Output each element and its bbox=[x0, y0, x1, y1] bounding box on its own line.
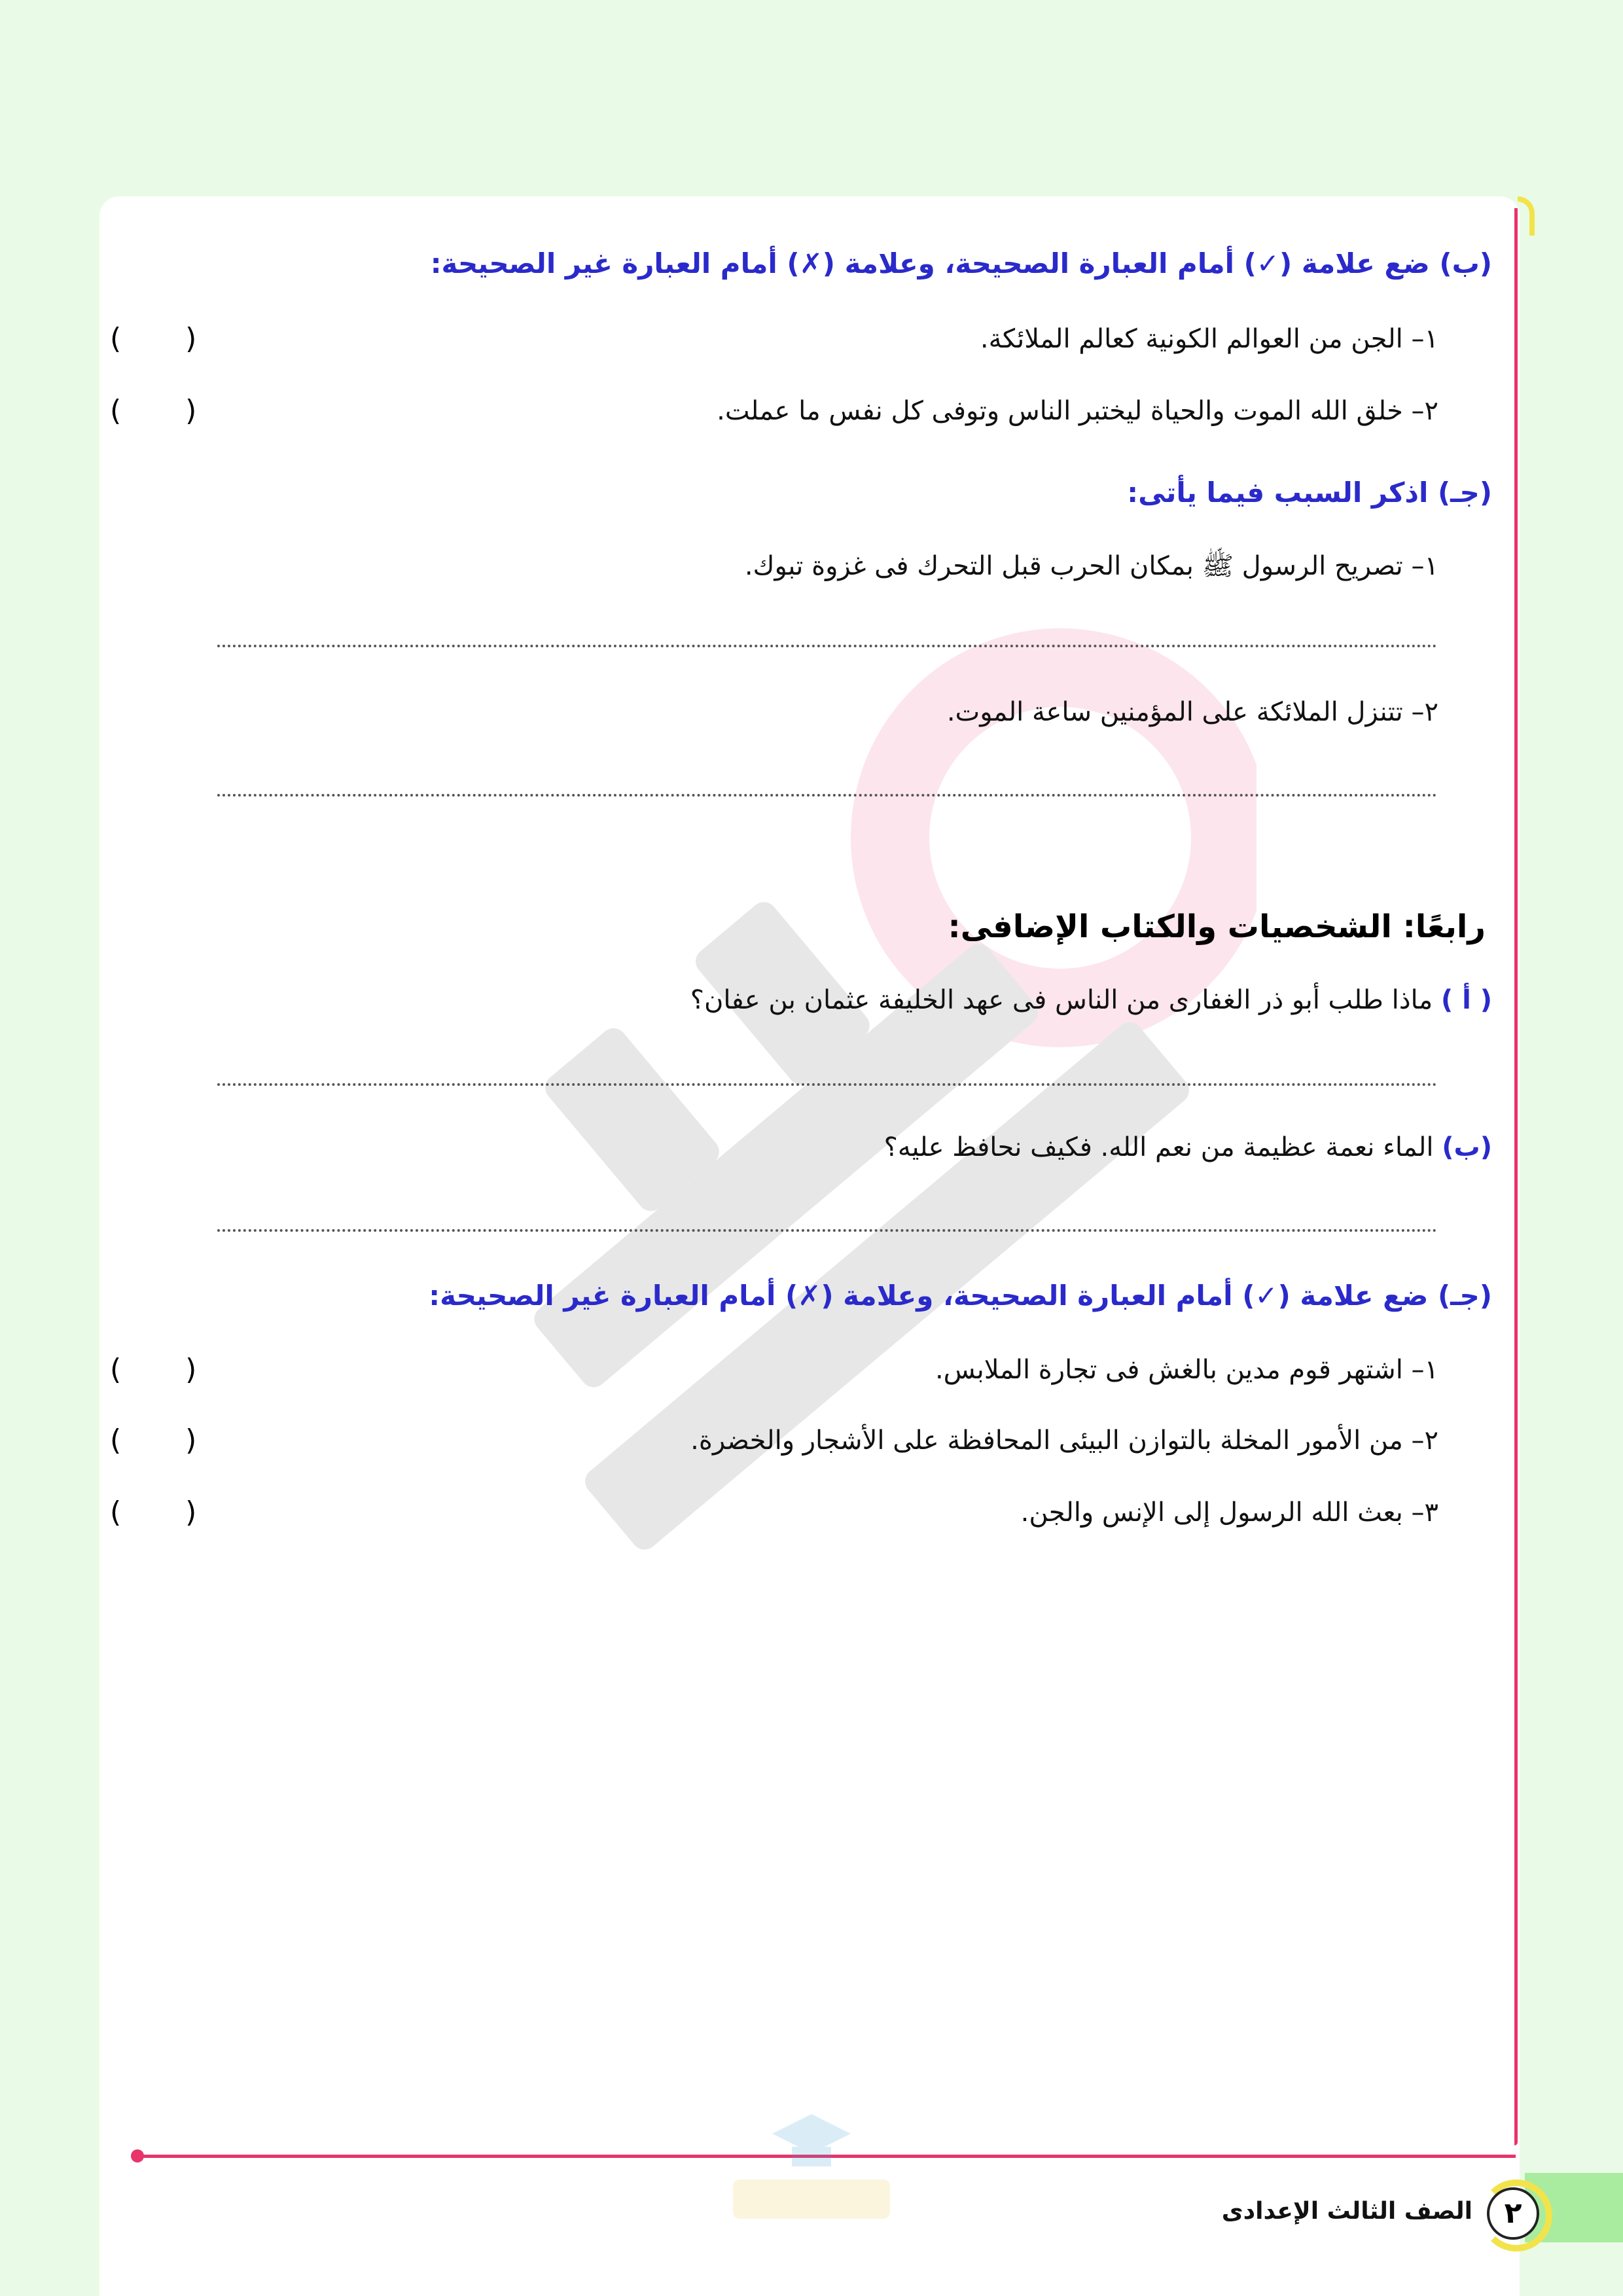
question-a-label: ( أ ) bbox=[1440, 985, 1492, 1015]
question-a bbox=[690, 985, 1492, 1015]
statement-2-3: ٣– بعث الله الرسول إلى الإنس والجن. bbox=[1020, 1498, 1438, 1528]
corner-accent bbox=[1518, 196, 1535, 236]
answer-box-1-1[interactable]: ( ) bbox=[110, 322, 197, 355]
answer-line[interactable] bbox=[217, 1229, 1437, 1232]
question-b bbox=[884, 1132, 1492, 1162]
answer-box-2-3[interactable]: ( ) bbox=[110, 1496, 197, 1529]
reason-item-1: ١– تصريح الرسول ﷺ بمكان الحرب قبل التحرك فى غزوة تبوك. bbox=[744, 551, 1438, 581]
reason-item-2: ٢– تتنزل الملائكة على المؤمنين ساعة الموت. bbox=[946, 697, 1438, 727]
answer-line[interactable] bbox=[217, 1083, 1437, 1086]
answer-box-1-2[interactable]: ( ) bbox=[110, 394, 197, 427]
reason-heading: (جـ) اذكر السبب فيما يأتى: bbox=[1127, 476, 1492, 509]
answer-line[interactable] bbox=[217, 794, 1437, 797]
bottom-rule bbox=[137, 2155, 1516, 2158]
grade-label: الصف الثالث الإعدادى bbox=[1221, 2198, 1472, 2225]
statement-2-1: ١– اشتهر قوم مدين بالغش فى تجارة الملابس. bbox=[935, 1355, 1438, 1385]
question-b-text: الماء نعمة عظيمة من نعم الله. فكيف نحافظ عليه؟ bbox=[883, 1132, 1434, 1162]
question-a-text: ماذا طلب أبو ذر الغفارى من الناس فى عهد الخليفة عثمان بن عفان؟ bbox=[690, 985, 1433, 1015]
worksheet-page bbox=[99, 196, 1520, 2296]
answer-box-2-1[interactable]: ( ) bbox=[110, 1353, 197, 1386]
statement-1-1: ١– الجن من العوالم الكونية كعالم الملائكة. bbox=[980, 324, 1438, 354]
page-number: ٢ bbox=[1487, 2187, 1539, 2240]
answer-box-2-2[interactable]: ( ) bbox=[110, 1424, 197, 1457]
question-b-label: (ب) bbox=[1442, 1132, 1492, 1162]
answer-line[interactable] bbox=[217, 645, 1437, 647]
true-false-heading-2: (جـ) ضع علامة (✓) أمام العبارة الصحيحة، وعلامة (✗) أمام العبارة غير الصحيحة: bbox=[429, 1280, 1492, 1312]
statement-2-2: ٢– من الأمور المخلة بالتوازن البيئى المحافظة على الأشجار والخضرة. bbox=[690, 1426, 1438, 1456]
right-margin-rule bbox=[1514, 208, 1518, 2145]
true-false-heading-1: (ب) ضع علامة (✓) أمام العبارة الصحيحة، وعلامة (✗) أمام العبارة غير الصحيحة: bbox=[430, 247, 1492, 279]
section-title-characters: رابعًا: الشخصيات والكتاب الإضافى: bbox=[948, 908, 1486, 945]
bottom-rule-dot bbox=[131, 2149, 144, 2162]
statement-1-2: ٢– خلق الله الموت والحياة ليختبر الناس وتوفى كل نفس ما عملت. bbox=[717, 396, 1438, 426]
